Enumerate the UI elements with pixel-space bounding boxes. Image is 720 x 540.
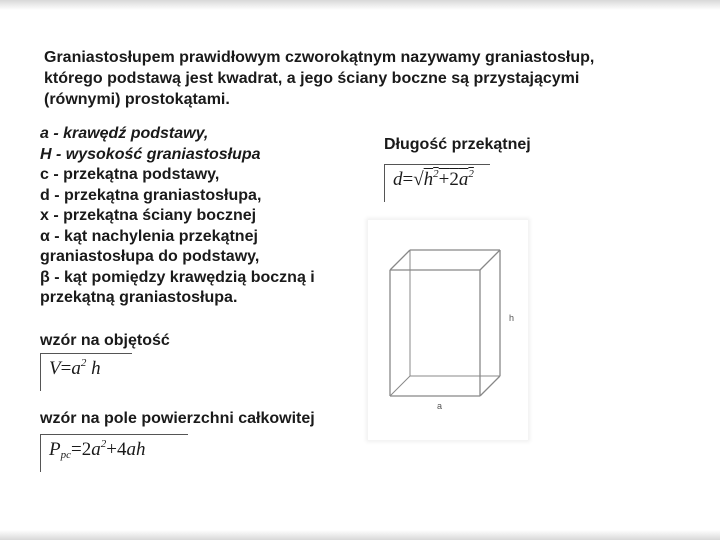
- formula-d-lhs: d: [393, 169, 403, 190]
- prism-edges: [390, 250, 500, 396]
- edge-top-right: [480, 250, 500, 270]
- definition-a-text: a - krawędź podstawy,: [40, 125, 209, 142]
- formula-p-lhs: P: [49, 439, 61, 460]
- definition-h-text: H - wysokość graniastosłupa: [40, 145, 261, 163]
- formula-d-radicand: [424, 169, 474, 190]
- formula-v-h: h: [91, 358, 101, 379]
- surface-formula: [40, 434, 188, 472]
- formula-p-sub: pc: [60, 449, 71, 461]
- definition-alpha: α - kąt nachylenia przekątnej: [40, 227, 258, 245]
- definition-x: x - przekątna ściany bocznej: [40, 207, 257, 224]
- formula-p-eq: =: [71, 439, 82, 460]
- definition-c: c - przekątna podstawy,: [40, 166, 220, 183]
- slide-bottom-edge: [0, 530, 720, 540]
- definition-beta-cont: przekątną graniastosłupa.: [40, 289, 238, 306]
- hidden-edge-bottom-left: [390, 376, 410, 396]
- base-label: a: [437, 401, 443, 411]
- formula-p-a-exp: 2: [100, 438, 107, 450]
- formula-p-four: 4: [116, 439, 127, 460]
- formula-v-eq: =: [60, 358, 72, 379]
- height-label: h: [509, 313, 515, 323]
- volume-heading: wzór na objętość: [40, 332, 170, 349]
- definition-alpha-cont: graniastosłupa do podstawy,: [40, 248, 260, 265]
- formula-d-h-exp: 2: [433, 168, 439, 180]
- slide-top-edge: [0, 0, 720, 10]
- prism-hidden-edges: [390, 250, 500, 396]
- formula-v-a: a: [71, 358, 81, 379]
- intro-paragraph: Graniastosłupem prawidłowym czworokątnym nazywamy graniastosłup, którego podstawą jest kwadrat, a jego ściany boczne są przystającymi (równymi) prostokątami.: [44, 49, 595, 108]
- formula-p-plus: +: [106, 439, 117, 460]
- formula-p-h: h: [135, 439, 146, 460]
- formula-d-eq: =: [402, 169, 414, 190]
- definition-a: [40, 124, 380, 145]
- definition-d: d - przekątna graniastosłupa,: [40, 186, 262, 204]
- volume-formula: [40, 353, 132, 391]
- formula-d-h: h: [423, 169, 434, 190]
- diagonal-formula: [384, 164, 490, 202]
- definitions-list: [40, 124, 380, 309]
- formula-d-a-exp: 2: [468, 168, 474, 180]
- formula-d-a: a: [458, 169, 469, 190]
- formula-d-plus: +: [438, 169, 450, 190]
- surface-heading: wzór na pole powierzchni całkowitej: [40, 410, 315, 427]
- prism-figure: [368, 220, 528, 440]
- formula-p-a: a: [91, 439, 101, 460]
- definition-beta: β - kąt pomiędzy krawędzią boczną i: [40, 268, 315, 286]
- formula-d-two: 2: [449, 169, 459, 190]
- formula-v-a-exp: 2: [80, 357, 87, 369]
- edge-bottom-right: [480, 376, 500, 396]
- diagonal-heading: Długość przekątnej: [384, 136, 531, 153]
- formula-p-two: 2: [81, 439, 92, 460]
- prism-diagram: [368, 220, 528, 440]
- sqrt-icon: √: [413, 169, 424, 190]
- definition-h: [40, 145, 380, 166]
- formula-p-a2: a: [126, 439, 136, 460]
- formula-v-lhs: V: [49, 358, 61, 379]
- edge-top-left: [390, 250, 410, 270]
